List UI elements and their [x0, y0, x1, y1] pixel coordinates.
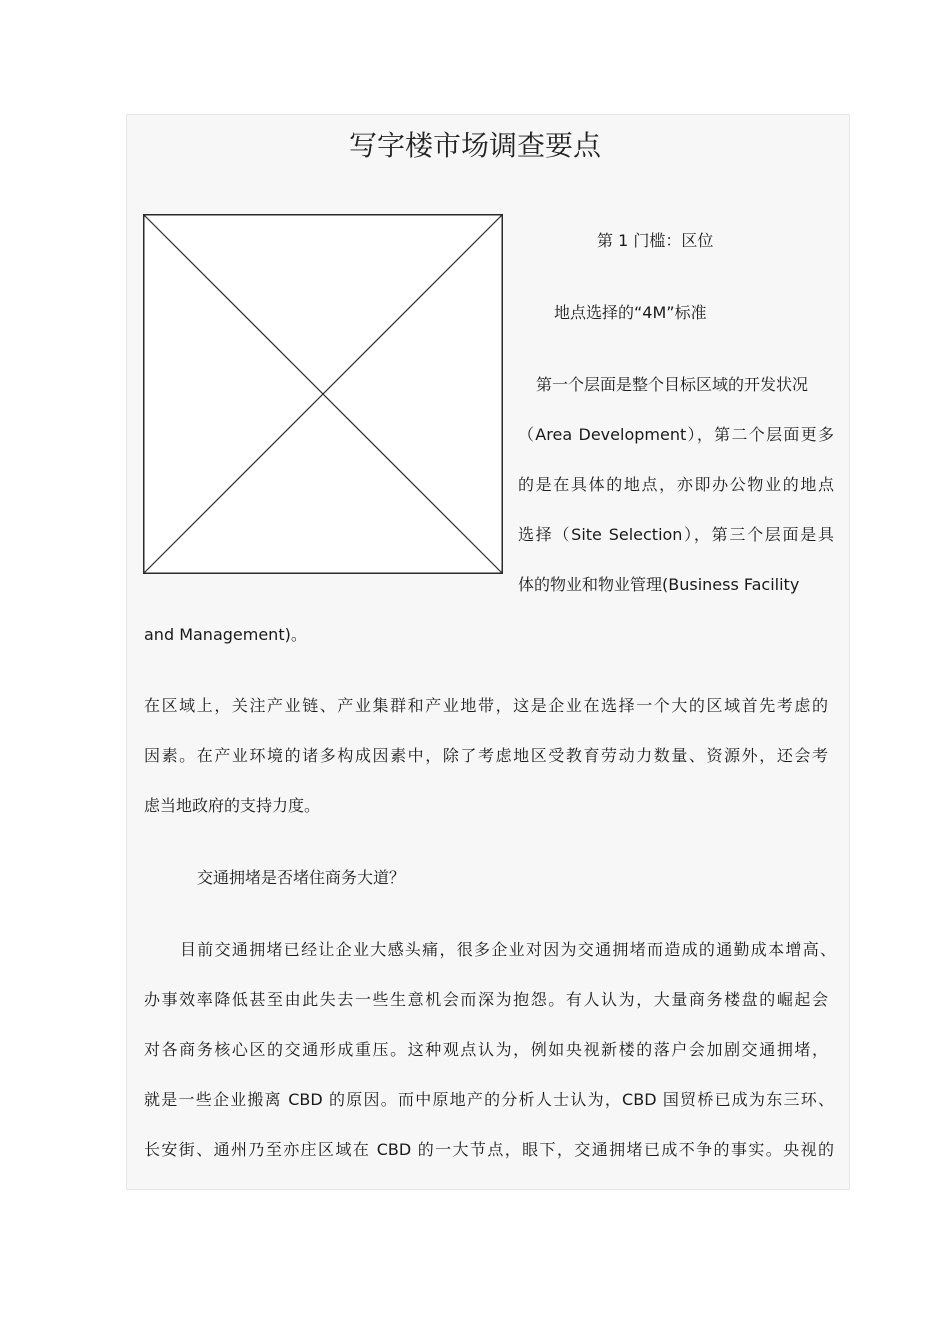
section1-line: and Management)。 [144, 625, 307, 644]
section1-line: 选择（Site Selection），第三个层面是具 [518, 525, 834, 544]
para2-line: 虑当地政府的支持力度。 [144, 796, 321, 815]
section2-line: 就是一些企业搬离 CBD 的原因。而中原地产的分析人士认为，CBD 国贸桥已成为东三环、 [144, 1090, 834, 1109]
section2-line: 对各商务核心区的交通形成重压。这种观点认为，例如央视新楼的落户会加剧交通拥堵， [144, 1040, 828, 1059]
document-title: 写字楼市场调查要点 [348, 129, 601, 162]
section2-line: 办事效率降低甚至由此失去一些生意机会而深为抱怨。有人认为，大量商务楼盘的崛起会 [144, 990, 828, 1009]
section1-line: 第一个层面是整个目标区域的开发状况 [536, 375, 809, 394]
para2-line: 在区域上，关注产业链、产业集群和产业地带，这是企业在选择一个大的区域首先考虑的 [144, 696, 828, 715]
section1-line: 体的物业和物业管理(Business Facility [518, 575, 800, 594]
section1-heading: 第 1 门槛：区位 [597, 231, 714, 250]
section2-line: 长安街、通州乃至亦庄区域在 CBD 的一大节点，眼下，交通拥堵已成不争的事实。央视的 [144, 1140, 834, 1159]
para2-line: 因素。在产业环境的诸多构成因素中，除了考虑地区受教育劳动力数量、资源外，还会考 [144, 746, 828, 765]
section1-subheading: 地点选择的“4M”标准 [554, 303, 707, 322]
section2-line: 目前交通拥堵已经让企业大感头痛，很多企业对因为交通拥堵而造成的通勤成本增高、 [180, 940, 836, 959]
section2-heading: 交通拥堵是否堵住商务大道？ [197, 868, 406, 887]
image-placeholder-icon [143, 214, 503, 574]
section1-line: （Area Development），第二个层面更多 [518, 425, 834, 444]
section1-line: 的是在具体的地点，亦即办公物业的地点 [518, 475, 834, 494]
